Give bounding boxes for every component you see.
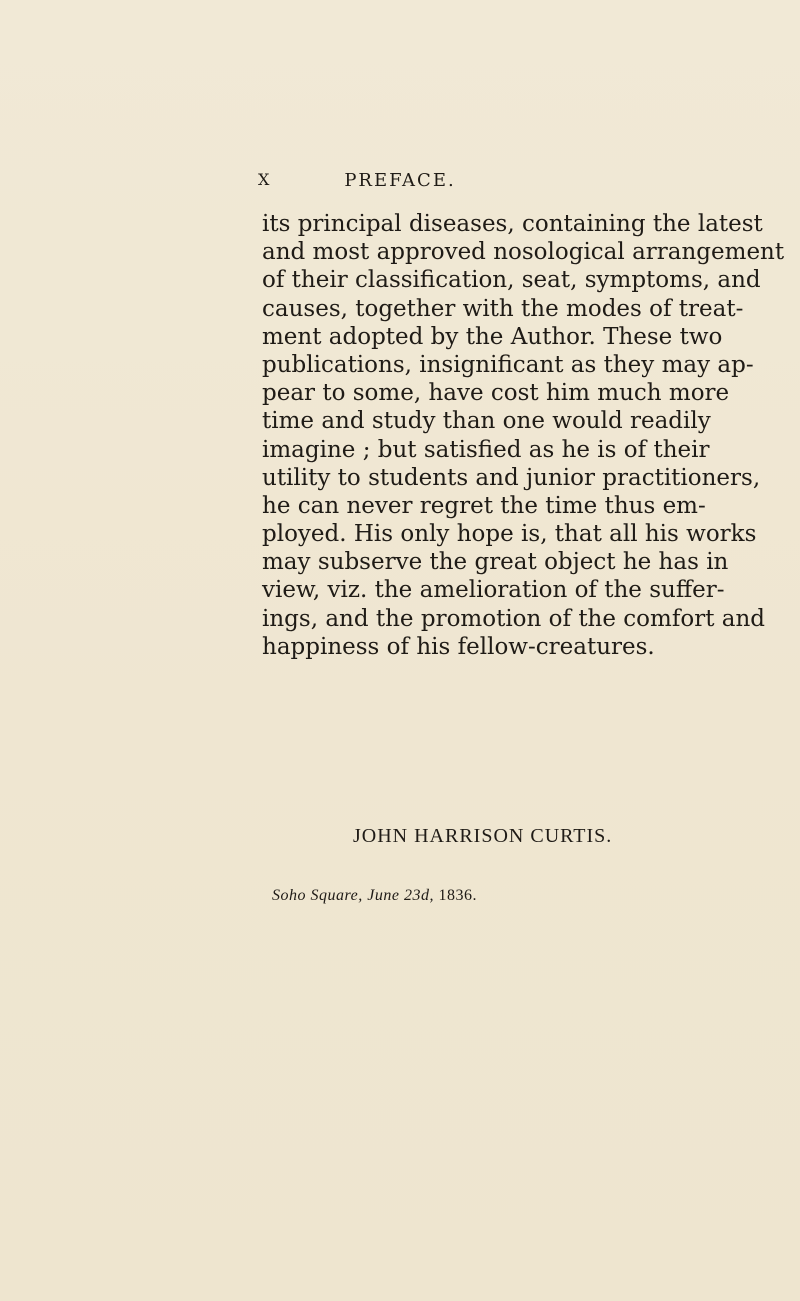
text-line: publications, insignificant as they may ap-	[262, 351, 754, 378]
text-line: its principal diseases, containing the latest	[262, 211, 763, 237]
text-line: causes, together with the modes of treat-	[262, 295, 744, 322]
body-paragraph	[262, 210, 785, 661]
text-line: he can never regret the time thus em-	[262, 492, 706, 519]
page-number: X	[258, 170, 271, 189]
text-line: of their classification, seat, symptoms, and	[262, 267, 761, 294]
text-line: imagine ; but satisfied as he is of their	[262, 436, 710, 463]
text-line: happiness of his fellow-creatures.	[262, 633, 655, 660]
text-line: ployed. His only hope is, that all his works	[262, 521, 757, 548]
text-line: utility to students and junior practitioners,	[262, 464, 761, 491]
author-signature: JOHN HARRISON CURTIS.	[353, 825, 613, 847]
place-date-location: Soho Square, June 23d,	[272, 887, 434, 904]
text-line: time and study than one would readily	[262, 408, 711, 435]
text-line: and most approved nosological arrangement	[262, 239, 785, 266]
place-date-year: 1836.	[438, 887, 477, 904]
text-line: pear to some, have cost him much more	[262, 380, 730, 407]
page-title: PREFACE.	[344, 170, 456, 191]
text-line: may subserve the great object he has in	[262, 549, 729, 576]
place-date	[272, 887, 477, 905]
text-line: ings, and the promotion of the comfort and	[262, 605, 765, 632]
text-line: view, viz. the amelioration of the suffer-	[262, 577, 725, 604]
text-line: ment adopted by the Author. These two	[262, 323, 723, 350]
running-header	[0, 162, 800, 202]
